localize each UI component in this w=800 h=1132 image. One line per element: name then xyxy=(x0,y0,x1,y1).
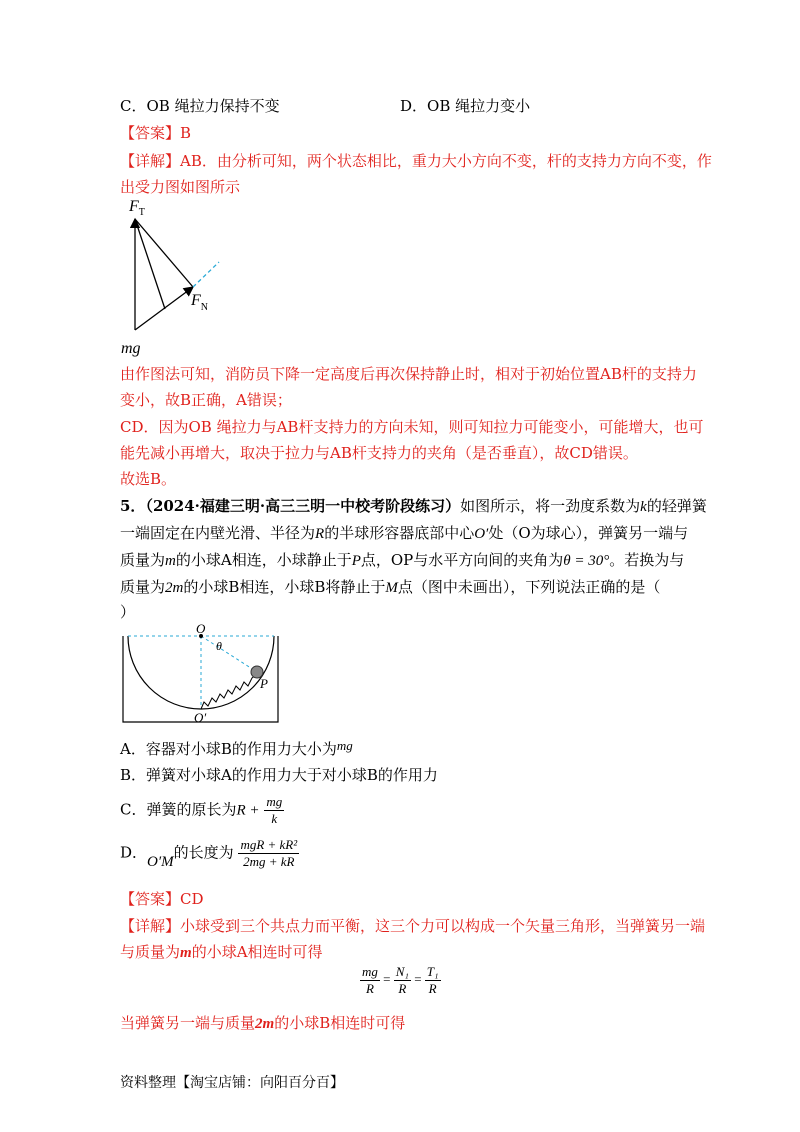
q5-line1 xyxy=(120,495,707,516)
label-theta: θ xyxy=(216,639,222,653)
answer-5 xyxy=(120,888,204,909)
q5-line4 xyxy=(120,576,660,597)
answer-tag: 【答案】 xyxy=(120,890,181,908)
option-d-prev: D．OB 绳拉力变小 xyxy=(400,97,531,115)
r-symbol: R xyxy=(315,526,325,542)
option-d-om: O′M xyxy=(147,853,174,870)
detail-4-line7: 故选B。 xyxy=(120,470,177,488)
label-oprime: O′ xyxy=(194,710,207,725)
eq-frac-c: $\frac{\text{T₁}}{R}$ xyxy=(426,964,439,996)
q5-line2 xyxy=(120,522,688,543)
label-p: P xyxy=(260,676,268,691)
detail-5-line3 xyxy=(120,1012,405,1033)
ft-label: $F_T$ xyxy=(129,198,145,218)
q5-text: 点（图中未画出），下列说法正确的是（ xyxy=(397,578,661,596)
q5-text: 点，OP与水平方向间的夹角为 xyxy=(360,551,564,569)
q5-line3 xyxy=(120,549,684,570)
bowl-diagram xyxy=(118,622,288,727)
q5-text: 质量为 xyxy=(120,578,166,596)
k-symbol: k xyxy=(640,499,647,515)
q5-text: 的小球A相连，小球静止于 xyxy=(175,551,352,569)
option-c-fraction: $\frac{mg}{k}$ xyxy=(266,794,283,826)
detail-4-line6: 能先减小再增大，取决于拉力与AB杆支持力的夹角（是否垂直），故CD错误。 xyxy=(120,444,638,462)
option-a xyxy=(120,738,353,759)
fn-label: $F_N$ xyxy=(191,292,209,313)
option-d xyxy=(120,837,299,870)
q5-text: 的轻弹簧 xyxy=(646,497,707,515)
option-b: B．弹簧对小球A的作用力大于对小球B的作用力 xyxy=(120,766,438,784)
q5-text: 如图所示，将一劲度系数为 xyxy=(460,497,641,515)
q5-text: 一端固定在内壁光滑、半径为 xyxy=(120,524,316,542)
label-o: O xyxy=(196,622,206,636)
detail-5-line2 xyxy=(120,941,323,962)
eq-frac-a: $\frac{mg}{R}$ xyxy=(362,964,378,996)
detail-text: 的小球B相连时可得 xyxy=(274,1014,406,1032)
ft-line-b xyxy=(135,219,165,309)
detail-4-line1 xyxy=(120,150,712,171)
mg-label: mg xyxy=(121,340,141,357)
m-symbol: m xyxy=(180,945,192,961)
option-d-fraction: $\frac{\text{mgR + kR²}}{2mg + kR}$ xyxy=(240,837,298,869)
m-point-symbol: M xyxy=(385,580,398,596)
option-a-value: mg xyxy=(336,738,353,753)
2m-symbol: 2m xyxy=(255,1016,275,1032)
fn-extension xyxy=(193,262,219,287)
oprime-symbol: O′ xyxy=(474,526,489,542)
option-c xyxy=(120,794,284,827)
detail-tag: 【详解】 xyxy=(120,917,181,935)
q5-text: 。若换为与 xyxy=(609,551,685,569)
detail-text: AB．由分析可知，两个状态相比，重力大小方向不变，杆的支持力方向不变，作 xyxy=(180,152,712,170)
q5-text: 的小球B相连，小球B将静止于 xyxy=(183,578,386,596)
q5-text: 的半球形容器底部中心 xyxy=(324,524,475,542)
detail-text: 当弹簧另一端与质量 xyxy=(120,1014,256,1032)
m-symbol: m xyxy=(165,553,176,569)
q5-source: （2024·福建三明·高三三明一中校考阶段练习） xyxy=(145,497,461,515)
option-d-prefix: D． xyxy=(120,843,148,862)
detail-5-line1 xyxy=(120,915,705,936)
answer-tag: 【答案】 xyxy=(120,124,181,142)
theta-eq: θ = 30° xyxy=(563,553,610,569)
op-dashed xyxy=(201,636,257,672)
detail-text: 小球受到三个共点力而平衡，这三个力可以构成一个矢量三角形，当弹簧另一端 xyxy=(180,917,706,935)
detail-4-line5: CD．因为OB 绳拉力与AB杆支持力的方向未知，则可知拉力可能变小，可能增大，也可 xyxy=(120,418,704,436)
answer-value: B xyxy=(180,124,192,142)
equation-ratio: $\frac{mg}{R}$ = $\frac{\text{N₁}}{R}$ = $\frac{\text{T₁}}{R}$ xyxy=(362,964,439,996)
force-diagram xyxy=(115,195,235,360)
answer-4 xyxy=(120,122,191,143)
q5-text: 处（O为球心），弹簧另一端与 xyxy=(488,524,689,542)
q5-number: 5． xyxy=(120,497,146,515)
2m-symbol: 2m xyxy=(165,580,184,596)
ft-line-a xyxy=(135,219,193,287)
option-d-text: 的长度为 xyxy=(173,843,234,862)
detail-4-line3: 由作图法可知，消防员下降一定高度后再次保持静止时，相对于初始位置AB杆的支持力 xyxy=(120,365,697,383)
footer: 资料整理【淘宝店铺：向阳百分百】 xyxy=(120,1075,344,1091)
option-a-text: A．容器对小球B的作用力大小为 xyxy=(120,740,337,758)
detail-tag: 【详解】 xyxy=(120,152,181,170)
p-symbol: P xyxy=(351,553,361,569)
answer-value: CD xyxy=(180,890,204,908)
detail-text: 与质量为 xyxy=(120,943,181,961)
option-c-prev: C．OB 绳拉力保持不变 xyxy=(120,97,280,115)
detail-4-line4: 变小，故B正确，A错误； xyxy=(120,391,292,409)
q5-text: 质量为 xyxy=(120,551,166,569)
eq-frac-b: $\frac{\text{N₁}}{R}$ xyxy=(395,964,409,996)
option-c-expr: R + xyxy=(236,802,260,819)
fn-arrow xyxy=(135,287,193,330)
q5-line5: ） xyxy=(120,603,136,621)
detail-text: 的小球A相连时可得 xyxy=(191,943,323,961)
option-c-text: C．弹簧的原长为 xyxy=(120,800,237,819)
detail-4-line2: 出受力图如图所示 xyxy=(120,178,241,196)
